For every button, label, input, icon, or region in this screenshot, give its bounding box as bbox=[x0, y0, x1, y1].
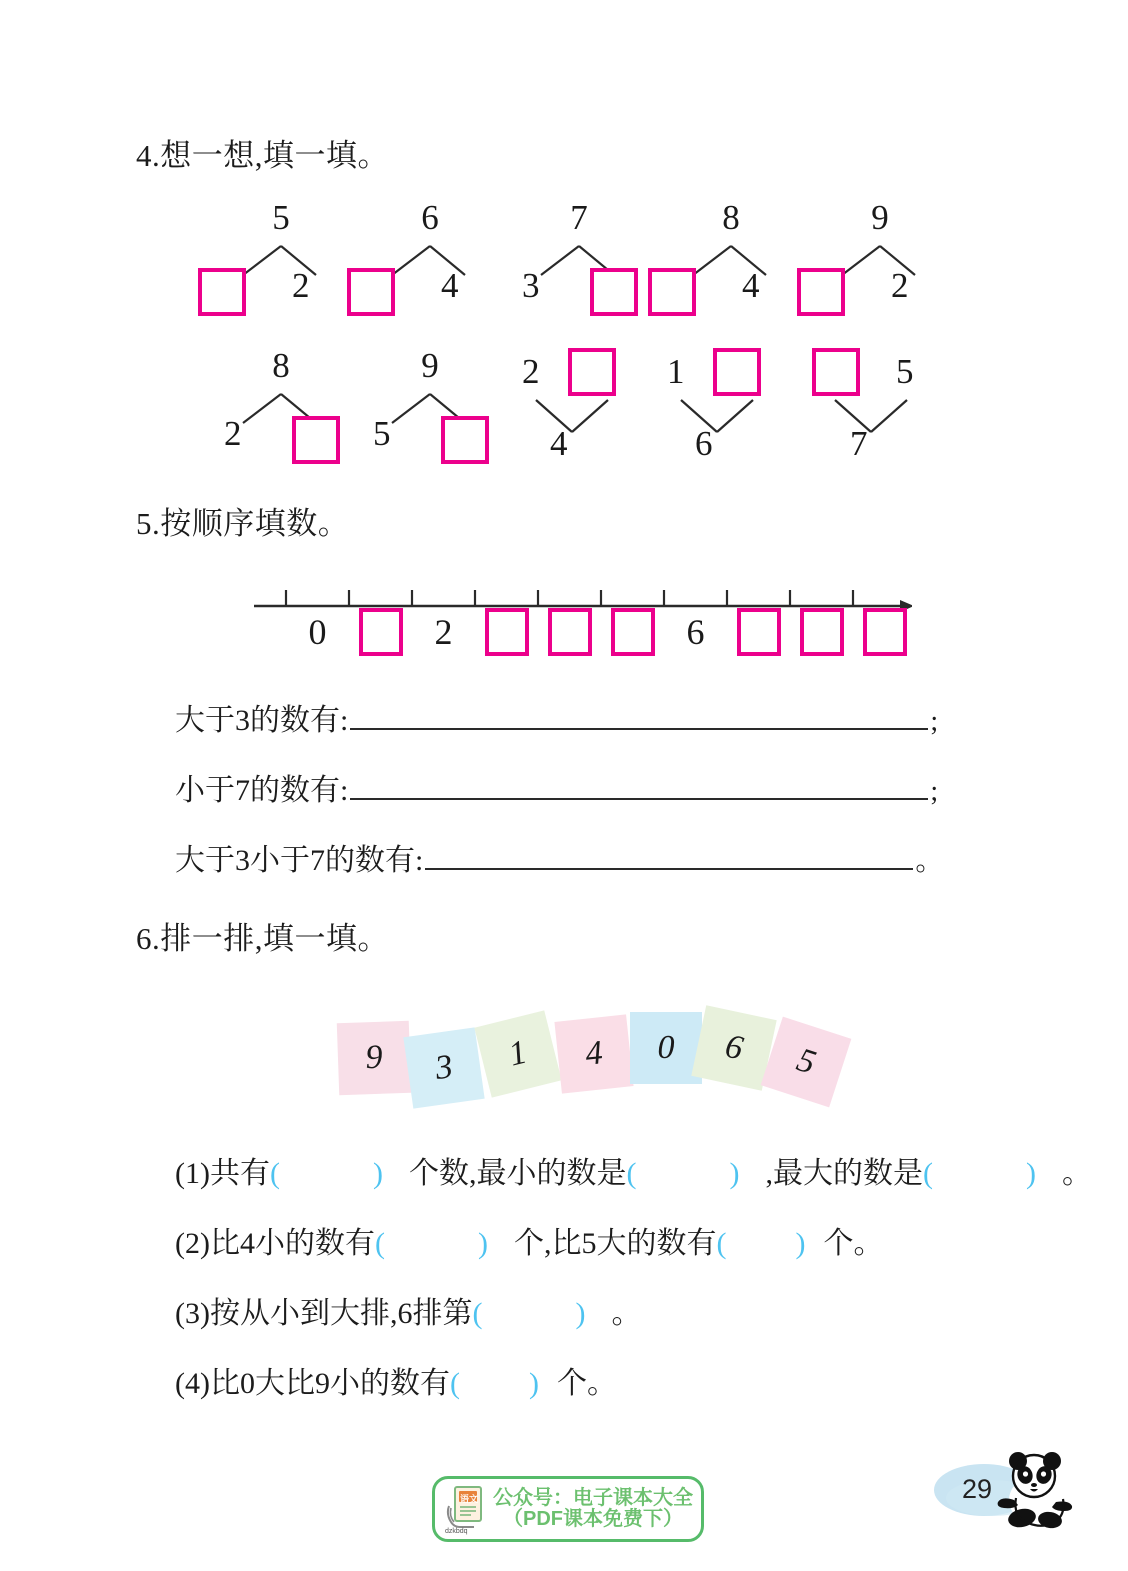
bond-parent-value: 5 bbox=[272, 198, 290, 237]
number-card[interactable]: 4 bbox=[554, 1014, 633, 1093]
number-card[interactable]: 9 bbox=[337, 1021, 411, 1095]
answer-box[interactable] bbox=[359, 608, 403, 656]
number-bond bbox=[196, 200, 366, 325]
answer-box[interactable] bbox=[548, 608, 592, 656]
number-bond bbox=[646, 200, 816, 325]
watermark-line-1: 公众号：电子课本大全 bbox=[493, 1487, 693, 1509]
bond-parent-value: 6 bbox=[421, 198, 439, 237]
subquestion-index: (2) bbox=[175, 1227, 210, 1260]
number-card[interactable]: 6 bbox=[691, 1005, 776, 1090]
number-line-cell bbox=[664, 606, 727, 658]
answer-box[interactable] bbox=[800, 608, 844, 656]
number-bond-merge bbox=[790, 348, 960, 473]
subquestion-1 bbox=[175, 1148, 1092, 1192]
bond-left-value: 1 bbox=[667, 352, 685, 391]
answer-box[interactable] bbox=[441, 416, 489, 464]
bond-right-value: 5 bbox=[896, 352, 914, 391]
subquestion-text-4: 。 bbox=[1061, 1157, 1092, 1190]
answer-box[interactable] bbox=[812, 348, 860, 396]
answer-paren[interactable]: ( ) bbox=[626, 1157, 766, 1190]
subquestion-index: (1) bbox=[175, 1157, 210, 1190]
answer-box[interactable] bbox=[292, 416, 340, 464]
page-footer bbox=[930, 1452, 1110, 1542]
answer-box[interactable] bbox=[713, 348, 761, 396]
number-line-cell[interactable] bbox=[853, 606, 916, 658]
number-line bbox=[252, 578, 912, 658]
answer-rule[interactable] bbox=[425, 842, 913, 870]
number-line-values bbox=[286, 606, 916, 658]
answer-rule[interactable] bbox=[350, 772, 928, 800]
number-card-group bbox=[330, 1000, 850, 1110]
answer-paren[interactable]: ( ) bbox=[472, 1297, 612, 1330]
number-bond bbox=[494, 200, 664, 325]
subquestion-text-1: 比0大比9小的数有 bbox=[209, 1367, 450, 1400]
bond-parent-value: 6 bbox=[695, 424, 713, 463]
question-4-title bbox=[136, 130, 389, 175]
answer-paren[interactable]: ( ) bbox=[269, 1157, 409, 1190]
fill-line-tail: 。 bbox=[915, 846, 944, 877]
question-5-text: 按顺序填数。 bbox=[160, 506, 350, 541]
number-bond bbox=[345, 348, 515, 473]
answer-box[interactable] bbox=[347, 268, 395, 316]
bond-right-blank[interactable] bbox=[590, 268, 638, 316]
question-4-text: 想一想,填一填。 bbox=[160, 138, 389, 173]
bond-left-blank[interactable] bbox=[198, 268, 246, 316]
answer-box[interactable] bbox=[737, 608, 781, 656]
number-line-cell[interactable] bbox=[601, 606, 664, 658]
panda-illustration-icon bbox=[930, 1452, 1110, 1542]
bond-right-value: 4 bbox=[742, 266, 760, 305]
book-icon-sublabel: dzkbdq bbox=[445, 1528, 468, 1535]
number-line-cell bbox=[286, 606, 349, 658]
bond-left-blank[interactable] bbox=[797, 268, 845, 316]
bond-left-blank[interactable] bbox=[812, 348, 860, 396]
question-6-title bbox=[136, 913, 389, 958]
subquestion-index: (3) bbox=[175, 1297, 210, 1330]
number-line-cell bbox=[412, 606, 475, 658]
bond-parent-value: 9 bbox=[421, 346, 439, 385]
bond-left-value: 2 bbox=[522, 352, 540, 391]
answer-paren[interactable]: ( ) bbox=[374, 1227, 514, 1260]
number-line-cell[interactable] bbox=[475, 606, 538, 658]
bond-right-blank[interactable] bbox=[713, 348, 761, 396]
bond-parent-value: 4 bbox=[550, 424, 568, 463]
book-icon bbox=[443, 1484, 487, 1534]
number-line-value: 0 bbox=[308, 612, 327, 652]
number-bond bbox=[795, 200, 965, 325]
bond-left-value: 3 bbox=[522, 266, 540, 305]
subquestion-text-2: 。 bbox=[611, 1297, 642, 1330]
answer-box[interactable] bbox=[485, 608, 529, 656]
question-5-title bbox=[136, 498, 349, 543]
question-5-number: 5. bbox=[136, 506, 161, 541]
bond-parent-value: 9 bbox=[871, 198, 889, 237]
fill-line-tail: ; bbox=[930, 776, 939, 807]
answer-box[interactable] bbox=[568, 348, 616, 396]
watermark-badge bbox=[432, 1476, 704, 1542]
fill-line-between-3-and-7 bbox=[175, 835, 943, 879]
bond-right-blank[interactable] bbox=[568, 348, 616, 396]
fill-line-label: 小于7的数有: bbox=[175, 774, 349, 807]
number-line-cell[interactable] bbox=[538, 606, 601, 658]
question-4-number: 4. bbox=[136, 138, 161, 173]
number-card[interactable]: 1 bbox=[474, 1010, 561, 1097]
bond-left-value: 5 bbox=[373, 414, 391, 453]
number-line-value: 2 bbox=[434, 612, 453, 652]
bond-parent-value: 7 bbox=[570, 198, 588, 237]
subquestion-text-1: 共有 bbox=[209, 1157, 270, 1190]
subquestion-4 bbox=[175, 1358, 617, 1402]
bond-left-blank[interactable] bbox=[347, 268, 395, 316]
subquestion-3 bbox=[175, 1288, 641, 1332]
bond-parent-value: 8 bbox=[272, 346, 290, 385]
number-card[interactable]: 5 bbox=[761, 1017, 852, 1108]
answer-box[interactable] bbox=[863, 608, 907, 656]
fill-line-tail: ; bbox=[930, 706, 939, 737]
answer-box[interactable] bbox=[648, 268, 696, 316]
bond-right-blank[interactable] bbox=[292, 416, 340, 464]
page-number: 29 bbox=[962, 1474, 993, 1504]
answer-paren[interactable]: ( ) bbox=[716, 1227, 824, 1260]
answer-paren[interactable]: ( ) bbox=[449, 1367, 557, 1400]
bond-right-value: 4 bbox=[441, 266, 459, 305]
subquestion-text-3: 个。 bbox=[823, 1227, 884, 1260]
subquestion-text-1: 比4小的数有 bbox=[209, 1227, 375, 1260]
bond-left-value: 2 bbox=[224, 414, 242, 453]
question-6-number: 6. bbox=[136, 921, 161, 956]
fill-line-greater-than-3 bbox=[175, 695, 938, 739]
subquestion-text-1: 按从小到大排,6排第 bbox=[209, 1297, 473, 1330]
book-icon-label: 语文 bbox=[460, 1494, 479, 1504]
answer-box[interactable] bbox=[611, 608, 655, 656]
fill-line-less-than-7 bbox=[175, 765, 938, 809]
number-bond bbox=[196, 348, 366, 473]
answer-rule[interactable] bbox=[350, 702, 928, 730]
subquestion-index: (4) bbox=[175, 1367, 210, 1400]
subquestion-2 bbox=[175, 1218, 883, 1262]
answer-box[interactable] bbox=[590, 268, 638, 316]
subquestion-text-2: 个,比5大的数有 bbox=[513, 1227, 717, 1260]
number-line-cell[interactable] bbox=[727, 606, 790, 658]
number-card[interactable]: 3 bbox=[403, 1027, 484, 1108]
number-card[interactable]: 0 bbox=[630, 1012, 702, 1084]
number-line-cell[interactable] bbox=[790, 606, 853, 658]
answer-box[interactable] bbox=[797, 268, 845, 316]
watermark-text bbox=[493, 1488, 693, 1530]
fill-line-label: 大于3小于7的数有: bbox=[175, 844, 424, 877]
bond-right-value: 2 bbox=[292, 266, 310, 305]
subquestion-text-2: 个。 bbox=[556, 1367, 617, 1400]
answer-box[interactable] bbox=[198, 268, 246, 316]
number-line-cell[interactable] bbox=[349, 606, 412, 658]
bond-parent-value: 7 bbox=[850, 424, 868, 463]
subquestion-text-2: 个数,最小的数是 bbox=[408, 1157, 627, 1190]
bond-right-value: 2 bbox=[891, 266, 909, 305]
watermark-line-2: （PDF课本免费下） bbox=[503, 1508, 683, 1530]
subquestion-text-3: ,最大的数是 bbox=[765, 1157, 923, 1190]
question-6-text: 排一排,填一填。 bbox=[160, 921, 389, 956]
bond-right-blank[interactable] bbox=[441, 416, 489, 464]
fill-line-label: 大于3的数有: bbox=[175, 704, 349, 737]
number-line-value: 6 bbox=[686, 612, 705, 652]
bond-parent-value: 8 bbox=[722, 198, 740, 237]
bond-left-blank[interactable] bbox=[648, 268, 696, 316]
number-bond bbox=[345, 200, 515, 325]
answer-paren[interactable]: ( ) bbox=[922, 1157, 1062, 1190]
